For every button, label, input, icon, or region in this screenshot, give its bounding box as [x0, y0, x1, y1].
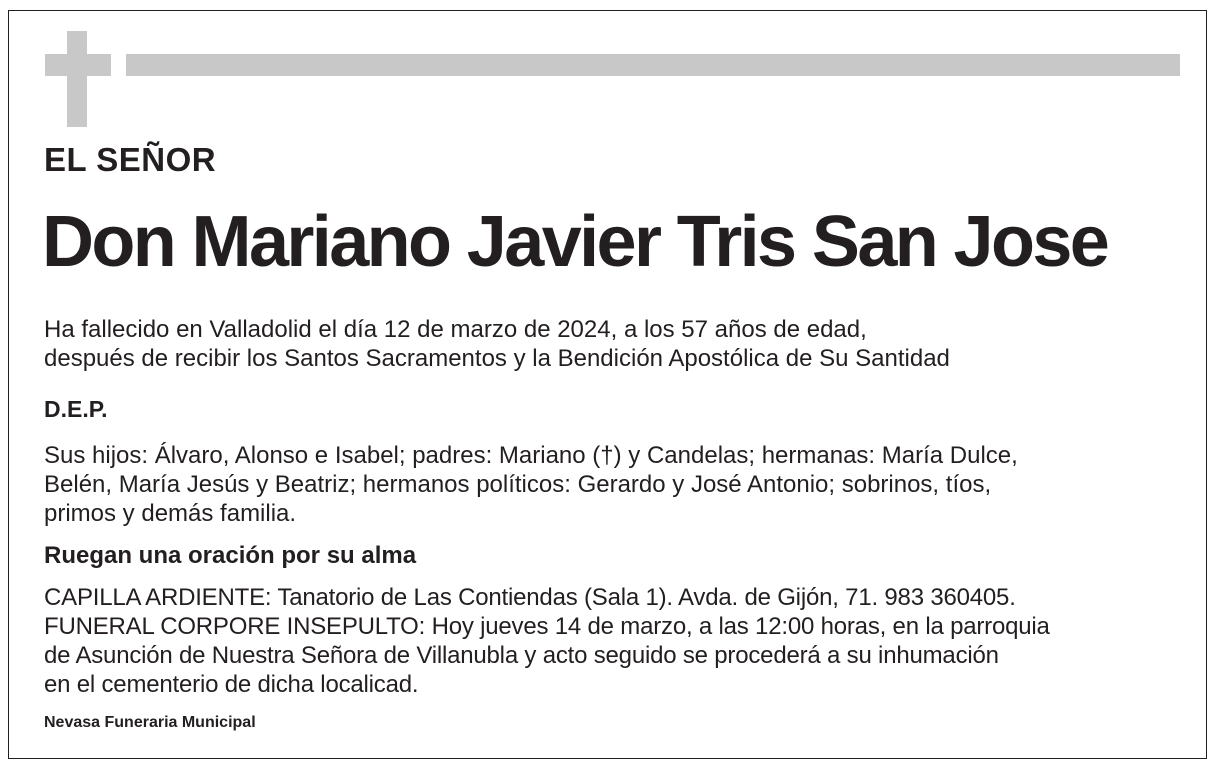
details-line: CAPILLA ARDIENTE: Tanatorio de Las Contiendas (Sala 1). Avda. de Gijón, 71. 983 360405. — [44, 584, 1016, 611]
family-line: primos y demás familia. — [44, 500, 297, 527]
details-line: FUNERAL CORPORE INSEPULTO: Hoy jueves 14 de marzo, a las 12:00 horas, en la parroquia — [44, 613, 1050, 640]
funeral-home-name: Nevasa Funeraria Municipal — [44, 714, 256, 731]
dep-label: D.E.P. — [44, 396, 108, 422]
intro-paragraph — [44, 315, 950, 373]
header-rule — [126, 54, 1180, 76]
cross-horizontal-bar — [45, 54, 111, 76]
deceased-name: Don Mariano Javier Tris San Jose — [42, 202, 1108, 282]
family-line: Sus hijos: Álvaro, Alonso e Isabel; padres: Mariano (†) y Candelas; hermanas: María Dulce, — [44, 442, 1018, 469]
family-line: Belén, María Jesús y Beatriz; hermanos políticos: Gerardo y José Antonio; sobrinos, tíos, — [44, 471, 992, 498]
service-details — [44, 583, 1050, 699]
prayer-request: Ruegan una oración por su alma — [44, 542, 417, 569]
title-prefix: EL SEÑOR — [44, 141, 217, 178]
details-line: de Asunción de Nuestra Señora de Villanubla y acto seguido se procederá a su inhumación — [44, 642, 999, 669]
intro-line: Ha fallecido en Valladolid el día 12 de marzo de 2024, a los 57 años de edad, — [44, 316, 867, 343]
details-line: en el cementerio de dicha localicad. — [44, 671, 419, 698]
family-paragraph — [44, 441, 1018, 528]
intro-line: después de recibir los Santos Sacramentos y la Bendición Apostólica de Su Santidad — [44, 345, 950, 372]
cross-vertical-bar — [67, 31, 87, 127]
